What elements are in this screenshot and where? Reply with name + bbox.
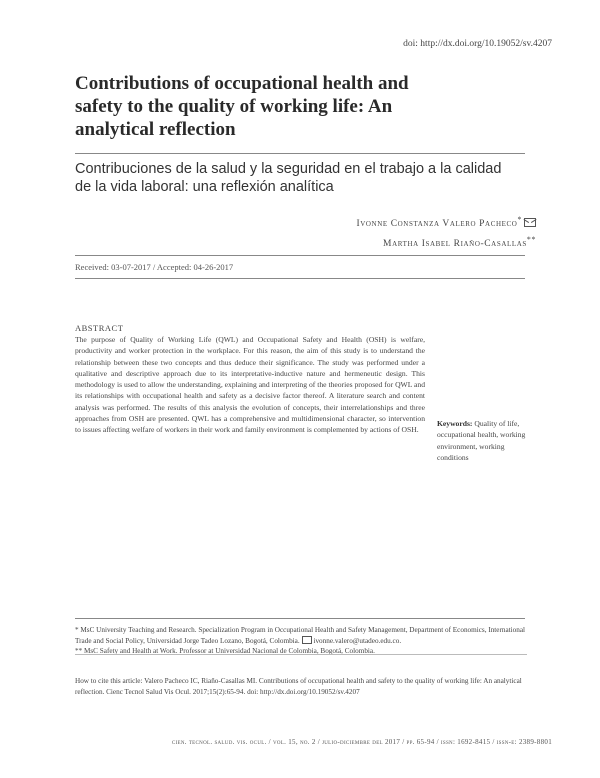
abstract-heading: ABSTRACT	[75, 323, 124, 333]
author-name: Ivonne Constanza Valero Pacheco	[356, 219, 518, 230]
author-list	[356, 212, 536, 252]
author-mark: **	[526, 235, 536, 245]
footnote-1	[75, 625, 527, 646]
doi-link[interactable]: doi: http://dx.doi.org/10.19052/sv.4207	[403, 39, 552, 49]
keywords	[437, 418, 533, 463]
article-title-spanish: Contribuciones de la salud y la seguridad en el trabajo a la calidad de la vida laboral: una reflexión analítica	[75, 161, 502, 195]
footnotes	[75, 625, 527, 657]
received-accepted-dates: Received: 03-07-2017 / Accepted: 04-26-2017	[75, 262, 234, 272]
keywords-label: Keywords:	[437, 419, 473, 428]
divider	[75, 654, 527, 655]
divider	[75, 278, 525, 279]
author-name: Martha Isabel Riaño-Casallas	[383, 239, 527, 250]
footnote-1-email[interactable]: ivonne.valero@utadeo.edu.co.	[313, 636, 402, 645]
article-title: Contributions of occupational health and safety to the quality of working life: An analytical reflection	[75, 73, 409, 140]
footnote-1-text: * MsC University Teaching and Research. Specialization Program in Occupational Health and Safety Management, Department of Economics, International Trade and Social Policy, Universidad Jorge Tadeo Lozano, Bogotá, Colombia.	[75, 626, 526, 645]
author-mark: *	[517, 215, 522, 224]
keywords-text: Quality of life, occupational health, working environment, working conditions	[437, 419, 526, 462]
author-1	[356, 212, 536, 232]
abstract-text: The purpose of Quality of Working Life (QWL) and Occupational Safety and Health (OSH) is welfare, productivity and worker protection in the workplace. For this reason, the aim of this study is to understand the relationship between these two concepts and thus deduce their significance. The study was performed under a qualitative and descriptive approach due to its interpretative-inductive nature and hermeneutic design. This methodology is used to allow the understanding, explaining and interpreting of the theories proposed for QWL and its relationships with occupational health and safety as a decisive factor thereof. A literature search and content analysis was performed. The results of this analysis the evolution of concepts, their interrelationships and three approaches from OSH are presented. QWL has a comprehensive and multidimensional character, so intervention to issues affecting welfare of workers in their work and family environment is complemented by actions of OSH.	[75, 335, 425, 435]
divider	[75, 153, 525, 154]
envelope-icon	[302, 636, 312, 644]
footnote-2: ** MsC Safety and Health at Work. Professor at Universidad Nacional de Colombia, Bogotá, Colombia.	[75, 647, 375, 655]
citation: How to cite this article: Valero Pacheco IC, Riaño-Casallas MI. Contributions of occupational health and safety to the quality of working life: An analytical reflection. Cienc Tecnol Salud Vis Ocul. 2017;15(2):65-94. doi: http://dx.doi.org/10.19052/sv.4207	[75, 677, 522, 696]
author-2	[356, 232, 536, 252]
journal-footer: cien. tecnol. salud. vis. ocul. / vol. 15, no. 2 / julio-diciembre del 2017 / pp. 65-94 / issn: 1692-8415 / issn-e: 2389-8801	[171, 738, 552, 746]
envelope-icon[interactable]	[524, 218, 536, 227]
divider	[75, 255, 525, 256]
divider	[75, 618, 525, 619]
